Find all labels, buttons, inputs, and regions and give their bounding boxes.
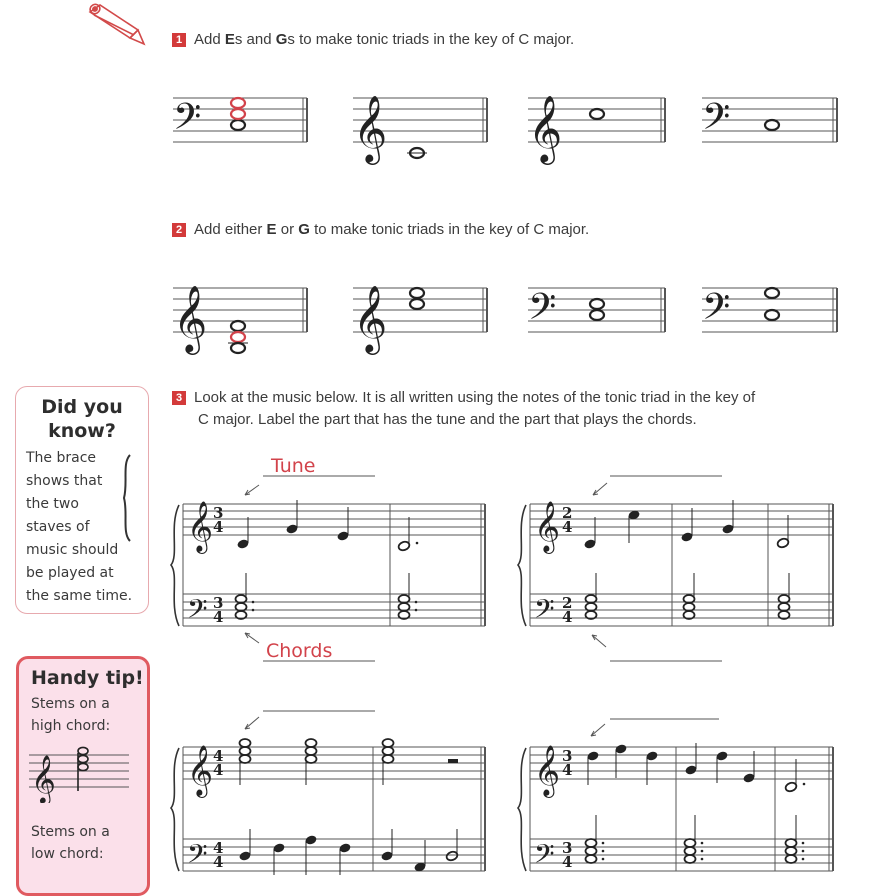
svg-text:𝄢: 𝄢 [534, 593, 555, 631]
svg-text:4: 4 [213, 853, 224, 871]
pencil-icon [84, 2, 148, 48]
handy-tip-title: Handy tip! [31, 667, 144, 689]
svg-text:𝄞: 𝄞 [187, 745, 214, 796]
svg-text:𝄢: 𝄢 [534, 838, 555, 876]
svg-text:2: 2 [562, 594, 573, 612]
brace-icon [120, 453, 134, 543]
treble-clef-icon: 𝄞 [353, 94, 388, 162]
exercise-1-badge: 1 [172, 33, 186, 47]
svg-text:4: 4 [562, 518, 573, 536]
exercise-2-staves [165, 270, 855, 360]
svg-text:4: 4 [213, 518, 224, 536]
svg-text:4: 4 [562, 608, 573, 626]
treble-clef-icon: 𝄞 [528, 94, 563, 162]
exercise-3-instruction: 3 Look at the music below. It is all written using the notes of the tonic triad in the key of C major. Label the part that has the tune and the part that plays the chords. [172, 387, 755, 431]
svg-text:3: 3 [213, 594, 224, 612]
svg-text:𝄞: 𝄞 [534, 501, 561, 552]
tune-label: Tune [271, 455, 316, 477]
exercise-2-badge: 2 [172, 223, 186, 237]
chord [399, 573, 418, 619]
svg-text:𝄢: 𝄢 [187, 593, 208, 631]
music-example-4 [510, 695, 850, 878]
chords-label: Chords [266, 640, 333, 662]
exercise-1-staves [165, 80, 855, 180]
did-you-know-text: The brace shows that the two staves of music should be played at the same time. [26, 450, 133, 604]
did-you-know-box [15, 386, 149, 614]
chord [383, 739, 394, 785]
bass-clef-icon: 𝄢 [702, 286, 731, 337]
svg-text:𝄢: 𝄢 [187, 838, 208, 876]
half-rest [448, 759, 458, 763]
svg-text:3: 3 [562, 839, 573, 857]
svg-text:4: 4 [213, 747, 224, 765]
chord [306, 739, 317, 785]
svg-text:4: 4 [562, 761, 573, 779]
exercise-2-instruction: 2 Add either E or G to make tonic triads in the key of C major. [172, 219, 589, 241]
chord [779, 573, 790, 619]
high-chord-example [29, 743, 129, 803]
chord [236, 573, 255, 619]
bass-clef-icon: 𝄢 [173, 96, 202, 147]
svg-text:4: 4 [213, 839, 224, 857]
treble-clef-icon: 𝄞 [173, 284, 208, 352]
bass-clef-icon: 𝄢 [702, 96, 731, 147]
svg-text:3: 3 [562, 747, 573, 765]
svg-text:3: 3 [213, 504, 224, 522]
exercise-1-instruction: 1 Add Es and Gs to make tonic triads in the key of C major. [172, 29, 574, 51]
svg-text:4: 4 [213, 608, 224, 626]
music-example-3 [165, 695, 495, 878]
treble-clef-icon: 𝄞 [353, 284, 388, 352]
svg-text:𝄞: 𝄞 [31, 754, 56, 803]
handy-tip-low-text: Stems on a low chord: [31, 824, 110, 862]
handy-tip-box [16, 656, 150, 896]
bass-clef-icon: 𝄢 [528, 286, 557, 337]
svg-text:4: 4 [562, 853, 573, 871]
exercise-3-badge: 3 [172, 391, 186, 405]
music-example-1 [165, 445, 495, 675]
did-you-know-title: Did you know? [41, 396, 123, 442]
music-example-2 [510, 445, 850, 675]
svg-text:4: 4 [213, 761, 224, 779]
svg-text:𝄞: 𝄞 [534, 745, 561, 796]
chord [240, 739, 251, 785]
svg-text:𝄞: 𝄞 [187, 501, 214, 552]
chord [586, 573, 597, 619]
svg-text:2: 2 [562, 504, 573, 522]
chord [684, 573, 695, 619]
handy-tip-high-text: Stems on a high chord: [31, 696, 111, 734]
